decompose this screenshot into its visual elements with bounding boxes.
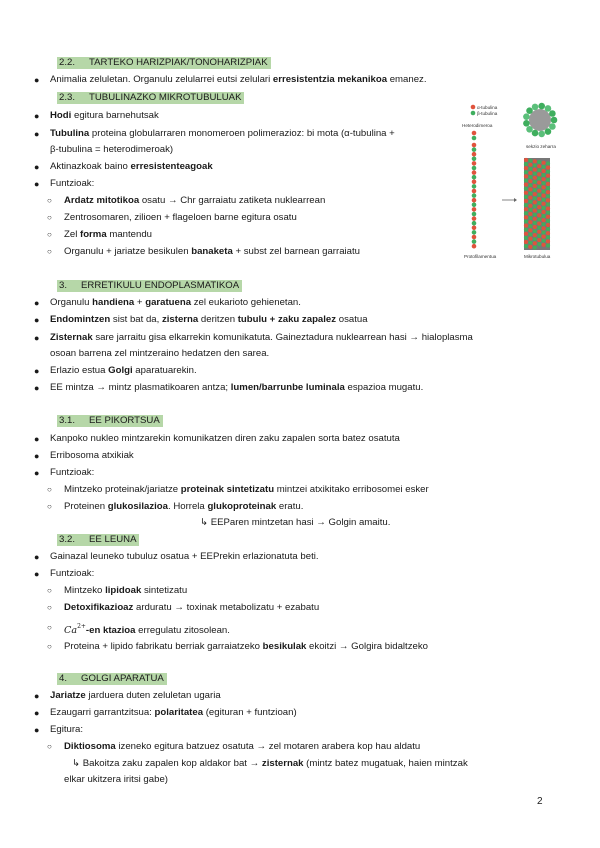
- microtubule-subunit: [524, 199, 528, 203]
- heading-number: 2.3.: [59, 92, 76, 103]
- microtubule-subunit: [546, 194, 550, 198]
- paragraph-line: Funtzioak:: [50, 568, 95, 579]
- paragraph-line: elkar ukitzera iritsi gabe): [64, 774, 168, 785]
- protofilament-subunit: [472, 170, 477, 175]
- microtubule-subunit: [528, 191, 532, 195]
- protofilament-subunit: [472, 189, 477, 194]
- microtubule-subunit: [524, 232, 528, 236]
- paragraph-line: Zisternak sare jarraitu gisa elkarrekin komunikatuta. Gaineztadura nuklearrean hasi → hialoplasma: [50, 332, 473, 343]
- microtubule-figure: [462, 100, 558, 264]
- paragraph-line: ↳ EEParen mintzetan hasi → Golgin amaitu.: [200, 517, 391, 528]
- protofilament-subunit: [472, 207, 477, 212]
- microtubule-subunit: [542, 235, 546, 239]
- microtubule-subunit: [528, 196, 532, 200]
- microtubule-subunit: [542, 185, 546, 189]
- microtubule-subunit: [528, 204, 532, 208]
- microtubule-subunit: [546, 227, 550, 231]
- cross-section-subunit: [549, 123, 556, 130]
- cross-section-subunit: [538, 103, 545, 110]
- microtubule-subunit: [537, 193, 541, 197]
- paragraph-line: Detoxifikazioaz arduratu → toxinak metabolizatu + ezabatu: [64, 602, 320, 613]
- microtubule-subunit: [546, 211, 550, 215]
- paragraph-line: Proteina + lipido fabrikatu berriak garraiatzeko besikulak ekoitzi → Golgira bidaltzeko: [64, 641, 428, 652]
- protofilament-subunit: [472, 221, 477, 226]
- paragraph-line: Funtzioak:: [50, 178, 95, 189]
- cross-section-subunit: [523, 120, 530, 127]
- microtubule-subunit: [524, 174, 528, 178]
- microtubule-subunit: [528, 245, 532, 249]
- protofilament-subunit: [472, 212, 477, 217]
- protofilament-subunit: [472, 193, 477, 198]
- protofilament-subunit: [472, 230, 477, 235]
- microtubule-subunit: [533, 209, 537, 213]
- cross-section-subunit: [545, 128, 552, 135]
- microtubule-subunit: [528, 171, 532, 175]
- microtubule-subunit: [528, 183, 532, 187]
- microtubule-subunit: [524, 170, 528, 174]
- protofilament-subunit: [472, 180, 477, 185]
- microtubule-subunit: [533, 168, 537, 172]
- microtubule-subunit: [542, 226, 546, 230]
- heading-title: TARTEKO HARIZPIAK/TONOHARIZPIAK: [89, 57, 268, 68]
- paragraph-line: Organulu + jariatze besikulen banaketa + subst zel barnean garraiatu: [64, 246, 360, 257]
- microtubule-subunit: [528, 220, 532, 224]
- microtubule-subunit: [546, 166, 550, 170]
- protofilament-subunit: [472, 235, 477, 240]
- paragraph-line: ↳ Bakoitza zaku zapalen kop aldakor bat → zisternak (mintz batez mugatuak, haien mintzak: [72, 758, 468, 769]
- microtubule-subunit: [524, 224, 528, 228]
- microtubule-subunit: [524, 240, 528, 244]
- microtubule-subunit: [533, 184, 537, 188]
- microtubule-subunit: [542, 173, 546, 177]
- microtubule-subunit: [533, 241, 537, 245]
- arrow-head-icon: [514, 198, 517, 202]
- paragraph-line: Proteinen glukosilazioa. Horrela glukoproteinak eratu.: [64, 501, 304, 512]
- microtubule-subunit: [542, 239, 546, 243]
- paragraph-line: Ezaugarri garrantzitsua: polaritatea (egituran + funtzioan): [50, 707, 297, 718]
- microtubule-subunit: [546, 239, 550, 243]
- circle-bullet-icon: ○: [47, 623, 52, 632]
- microtubule-subunit: [533, 233, 537, 237]
- microtubule-subunit: [537, 222, 541, 226]
- microtubule-subunit: [542, 214, 546, 218]
- microtubule-subunit: [537, 197, 541, 201]
- microtubule-subunit: [528, 216, 532, 220]
- paragraph-line: Ardatz mitotikoa osatu → Chr garraiatu zatiketa nuklearrean: [64, 195, 326, 206]
- microtubule-subunit: [524, 162, 528, 166]
- cross-section-subunit: [538, 131, 545, 138]
- paragraph-line: Animalia zeluletan. Organulu zelularrei eutsi zelulari erresistentzia mekanikoa emanez.: [50, 74, 427, 85]
- microtubule-label: Mikrotubulua: [524, 254, 551, 259]
- protofilament-subunit: [472, 226, 477, 231]
- microtubule-subunit: [524, 228, 528, 232]
- microtubule-subunit: [524, 187, 528, 191]
- page-number: 2: [537, 796, 543, 807]
- microtubule-subunit: [524, 244, 528, 248]
- heading-title: EE LEUNA: [89, 534, 137, 545]
- paragraph-line: Mintzeko proteinak/jariatze proteinak sintetizatu mintzei atxikitako erribosomei esker: [64, 484, 429, 495]
- microtubule-subunit: [546, 202, 550, 206]
- microtubule-subunit: [542, 210, 546, 214]
- microtubule-subunit: [533, 180, 537, 184]
- microtubule-subunit: [546, 161, 550, 165]
- microtubule-subunit: [537, 205, 541, 209]
- protofilament-subunit: [472, 143, 477, 148]
- heading-number: 3.2.: [59, 534, 76, 545]
- heading-number: 2.2.: [59, 57, 76, 68]
- microtubule-subunit: [524, 207, 528, 211]
- microtubule-subunit: [546, 235, 550, 239]
- microtubule-subunit: [533, 217, 537, 221]
- microtubule-subunit: [533, 213, 537, 217]
- beta-tubulin-legend-dot: [471, 111, 476, 116]
- paragraph-line: β-tubulina = heterodimeroak): [50, 144, 174, 155]
- microtubule-subunit: [528, 175, 532, 179]
- microtubule-subunit: [537, 168, 541, 172]
- heading-title: GOLGI APARATUA: [81, 673, 164, 684]
- cross-section-subunit: [526, 107, 533, 114]
- heterodimer-beta-dot: [472, 136, 477, 141]
- microtubule-subunit: [537, 185, 541, 189]
- heading-number: 4.: [59, 673, 68, 684]
- paragraph-line: Erribosoma atxikiak: [50, 450, 134, 461]
- microtubule-subunit: [537, 217, 541, 221]
- paragraph-line: Tubulina proteina globularraren monomeroen polimerazioz: bi mota (α-tubulina +: [50, 128, 395, 139]
- microtubule-subunit: [537, 181, 541, 185]
- microtubule-subunit: [533, 159, 537, 163]
- microtubule-subunit: [542, 169, 546, 173]
- microtubule-subunit: [546, 215, 550, 219]
- circle-bullet-icon: ○: [47, 196, 52, 205]
- bullet-icon: ●: [34, 315, 40, 325]
- bullet-icon: ●: [34, 708, 40, 718]
- beta-tubulin-label: β-tubulina: [477, 111, 498, 116]
- microtubule-subunit: [542, 218, 546, 222]
- circle-bullet-icon: ○: [47, 230, 52, 239]
- bullet-icon: ●: [34, 725, 40, 735]
- microtubule-subunit: [528, 163, 532, 167]
- microtubule-subunit: [537, 172, 541, 176]
- protofilament-subunit: [472, 203, 477, 208]
- bullet-icon: ●: [34, 111, 40, 121]
- microtubule-subunit: [528, 187, 532, 191]
- microtubule-subunit: [542, 177, 546, 181]
- microtubule-subunit: [546, 178, 550, 182]
- bullet-icon: ●: [34, 366, 40, 376]
- microtubule-subunit: [537, 189, 541, 193]
- microtubule-subunit: [542, 194, 546, 198]
- microtubule-subunit: [528, 167, 532, 171]
- heading-title: ERRETIKULU ENDOPLASMATIKOA: [81, 280, 240, 291]
- cross-section-subunit: [532, 104, 539, 111]
- microtubule-cylinder: [524, 158, 550, 250]
- cross-section-ring: [523, 103, 557, 137]
- paragraph-line: Gainazal leuneko tubuluz osatua + EEPrekin erlazionatuta beti.: [50, 551, 319, 562]
- circle-bullet-icon: ○: [47, 247, 52, 256]
- microtubule-subunit: [537, 238, 541, 242]
- microtubule-subunit: [524, 166, 528, 170]
- microtubule-subunit: [542, 198, 546, 202]
- microtubule-subunit: [528, 228, 532, 232]
- microtubule-subunit: [546, 207, 550, 211]
- microtubule-subunit: [533, 245, 537, 249]
- paragraph-line: Endomintzen sist bat da, zisterna deritzen tubulu + zaku zapalez osatua: [50, 314, 368, 325]
- microtubule-subunit: [524, 191, 528, 195]
- protofilament-subunit: [472, 152, 477, 157]
- heterodimer-alpha-dot: [472, 131, 477, 136]
- paragraph-line: osoan barrena zel mintzeraino hedatzen den sarea.: [50, 348, 270, 359]
- heading-erretikulu-endoplasmatikoa: [57, 280, 242, 292]
- microtubule-subunit: [533, 192, 537, 196]
- microtubule-subunit: [524, 211, 528, 215]
- bullet-icon: ●: [34, 333, 40, 343]
- protofilament-subunit: [472, 157, 477, 162]
- microtubule-subunit: [546, 243, 550, 247]
- protofilament-subunit: [472, 198, 477, 203]
- microtubule-subunit: [528, 237, 532, 241]
- circle-bullet-icon: ○: [47, 642, 52, 651]
- microtubule-subunit: [533, 188, 537, 192]
- microtubule-subunit: [528, 159, 532, 163]
- circle-bullet-icon: ○: [47, 586, 52, 595]
- paragraph-line: Zel forma mantendu: [64, 229, 152, 240]
- microtubule-subunit: [537, 160, 541, 164]
- heading-golgi-aparatua: [57, 673, 167, 685]
- microtubule-subunit: [524, 219, 528, 223]
- paragraph-line: Jariatze jarduera duten zeluletan ugaria: [50, 690, 221, 701]
- heterodimer-label: Heterodimeroa: [462, 123, 493, 128]
- bullet-icon: ●: [34, 434, 40, 444]
- microtubule-subunit: [537, 201, 541, 205]
- circle-bullet-icon: ○: [47, 485, 52, 494]
- microtubule-subunit: [546, 231, 550, 235]
- microtubule-subunit: [546, 223, 550, 227]
- heading-tarteko-harizpiak: [57, 57, 271, 69]
- heading-number: 3.: [59, 280, 68, 291]
- microtubule-subunit: [528, 200, 532, 204]
- bullet-icon: ●: [34, 162, 40, 172]
- paragraph-line: Erlazio estua Golgi aparatuarekin.: [50, 365, 197, 376]
- microtubule-subunit: [524, 158, 528, 162]
- protofilament-subunit: [472, 161, 477, 166]
- protofilament-subunit: [472, 175, 477, 180]
- microtubule-subunit: [533, 229, 537, 233]
- microtubule-subunit: [533, 176, 537, 180]
- bullet-icon: ●: [34, 179, 40, 189]
- alpha-tubulin-label: α-tubulina: [477, 105, 498, 110]
- microtubule-subunit: [524, 195, 528, 199]
- alpha-tubulin-legend-dot: [471, 105, 476, 110]
- microtubule-subunit: [533, 221, 537, 225]
- bullet-icon: ●: [34, 75, 40, 85]
- microtubule-subunit: [542, 206, 546, 210]
- protofilament-subunit: [472, 239, 477, 244]
- microtubule-subunit: [546, 190, 550, 194]
- paragraph-line: Funtzioak:: [50, 467, 95, 478]
- circle-bullet-icon: ○: [47, 213, 52, 222]
- bullet-icon: ●: [34, 691, 40, 701]
- cross-section-subunit: [551, 117, 558, 124]
- bullet-icon: ●: [34, 298, 40, 308]
- microtubule-subunit: [533, 200, 537, 204]
- microtubule-subunit: [546, 186, 550, 190]
- microtubule-subunit: [528, 232, 532, 236]
- paragraph-line: $Ca^{2+}-en$ ktazioa erregulatu zitosolean.: [64, 623, 230, 636]
- microtubule-subunit: [528, 179, 532, 183]
- cross-section-subunit: [523, 113, 530, 120]
- microtubule-subunit: [537, 226, 541, 230]
- bullet-icon: ●: [34, 552, 40, 562]
- microtubule-subunit: [524, 183, 528, 187]
- microtubule-subunit: [542, 202, 546, 206]
- microtubule-subunit: [546, 198, 550, 202]
- heading-ee-pikortsua: [57, 415, 163, 427]
- protofilament-subunit: [472, 184, 477, 189]
- protofilament-subunit: [472, 244, 477, 249]
- protofilament-subunit: [472, 166, 477, 171]
- circle-bullet-icon: ○: [47, 742, 52, 751]
- microtubule-subunit: [537, 230, 541, 234]
- paragraph-line: Kanpoko nukleo mintzarekin komunikatzen diren zaku zapalen sorta batez osatuta: [50, 433, 400, 444]
- microtubule-subunit: [542, 181, 546, 185]
- paragraph-line: Hodi egitura barnehutsak: [50, 110, 159, 121]
- microtubule-subunit: [542, 230, 546, 234]
- microtubule-subunit: [528, 241, 532, 245]
- microtubule-subunit: [546, 219, 550, 223]
- microtubule-subunit: [533, 225, 537, 229]
- microtubule-subunit: [537, 213, 541, 217]
- heading-title: EE PIKORTSUA: [89, 415, 160, 426]
- microtubule-subunit: [546, 174, 550, 178]
- bullet-icon: ●: [34, 129, 40, 139]
- circle-bullet-icon: ○: [47, 603, 52, 612]
- paragraph-line: Zentrosomaren, zilioen + flageloen barne egitura osatu: [64, 212, 297, 223]
- microtubule-subunit: [537, 164, 541, 168]
- cross-section-subunit: [526, 126, 533, 133]
- microtubule-subunit: [524, 178, 528, 182]
- microtubule-subunit: [528, 224, 532, 228]
- microtubule-subunit: [528, 208, 532, 212]
- microtubule-subunit: [542, 161, 546, 165]
- protofilament-subunit: [472, 147, 477, 152]
- microtubule-subunit: [524, 215, 528, 219]
- paragraph-line: Aktinazkoak baino erresistenteagoak: [50, 161, 213, 172]
- bullet-icon: ●: [34, 569, 40, 579]
- paragraph-line: Mintzeko lipidoak sintetizatu: [64, 585, 188, 596]
- microtubule-subunit: [542, 165, 546, 169]
- microtubule-subunit: [524, 203, 528, 207]
- microtubule-subunit: [533, 172, 537, 176]
- microtubule-subunit: [542, 222, 546, 226]
- microtubule-subunit: [524, 236, 528, 240]
- microtubule-subunit: [537, 234, 541, 238]
- circle-bullet-icon: ○: [47, 502, 52, 511]
- microtubule-subunit: [528, 212, 532, 216]
- bullet-icon: ●: [34, 383, 40, 393]
- microtubule-subunit: [533, 163, 537, 167]
- cross-section-subunit: [549, 110, 556, 117]
- microtubule-subunit: [546, 182, 550, 186]
- heading-number: 3.1.: [59, 415, 76, 426]
- cross-section-subunit: [532, 130, 539, 137]
- microtubule-subunit: [533, 204, 537, 208]
- paragraph-line: Egitura:: [50, 724, 84, 735]
- cross-section-label: sekzio zeharra: [526, 144, 556, 149]
- protofilament-label: Protofilamentua: [464, 254, 497, 259]
- microtubule-subunit: [537, 209, 541, 213]
- heading-title: TUBULINAZKO MIKROTUBULUAK: [89, 92, 242, 103]
- protofilament-subunit: [472, 216, 477, 221]
- protofilament-column: [472, 143, 477, 249]
- microtubule-subunit: [537, 176, 541, 180]
- heading-ee-leuna: [57, 534, 139, 546]
- bullet-icon: ●: [34, 468, 40, 478]
- microtubule-subunit: [542, 189, 546, 193]
- microtubule-subunit: [533, 237, 537, 241]
- heading-tubulinazko-mikrotubuluak: [57, 92, 244, 104]
- paragraph-line: Diktiosoma izeneko egitura batzuez osatuta → zel motaren arabera kop hau aldatu: [64, 741, 421, 752]
- microtubule-subunit: [542, 243, 546, 247]
- microtubule-subunit: [537, 242, 541, 246]
- microtubule-subunit: [533, 196, 537, 200]
- cross-section-subunit: [545, 105, 552, 112]
- paragraph-line: EE mintza → mintz plasmatikoaren antza; lumen/barrunbe luminala espazioa mugatu.: [50, 382, 424, 393]
- paragraph-line: Organulu handiena + garatuena zel eukarioto gehienetan.: [50, 297, 301, 308]
- microtubule-subunit: [546, 170, 550, 174]
- bullet-icon: ●: [34, 451, 40, 461]
